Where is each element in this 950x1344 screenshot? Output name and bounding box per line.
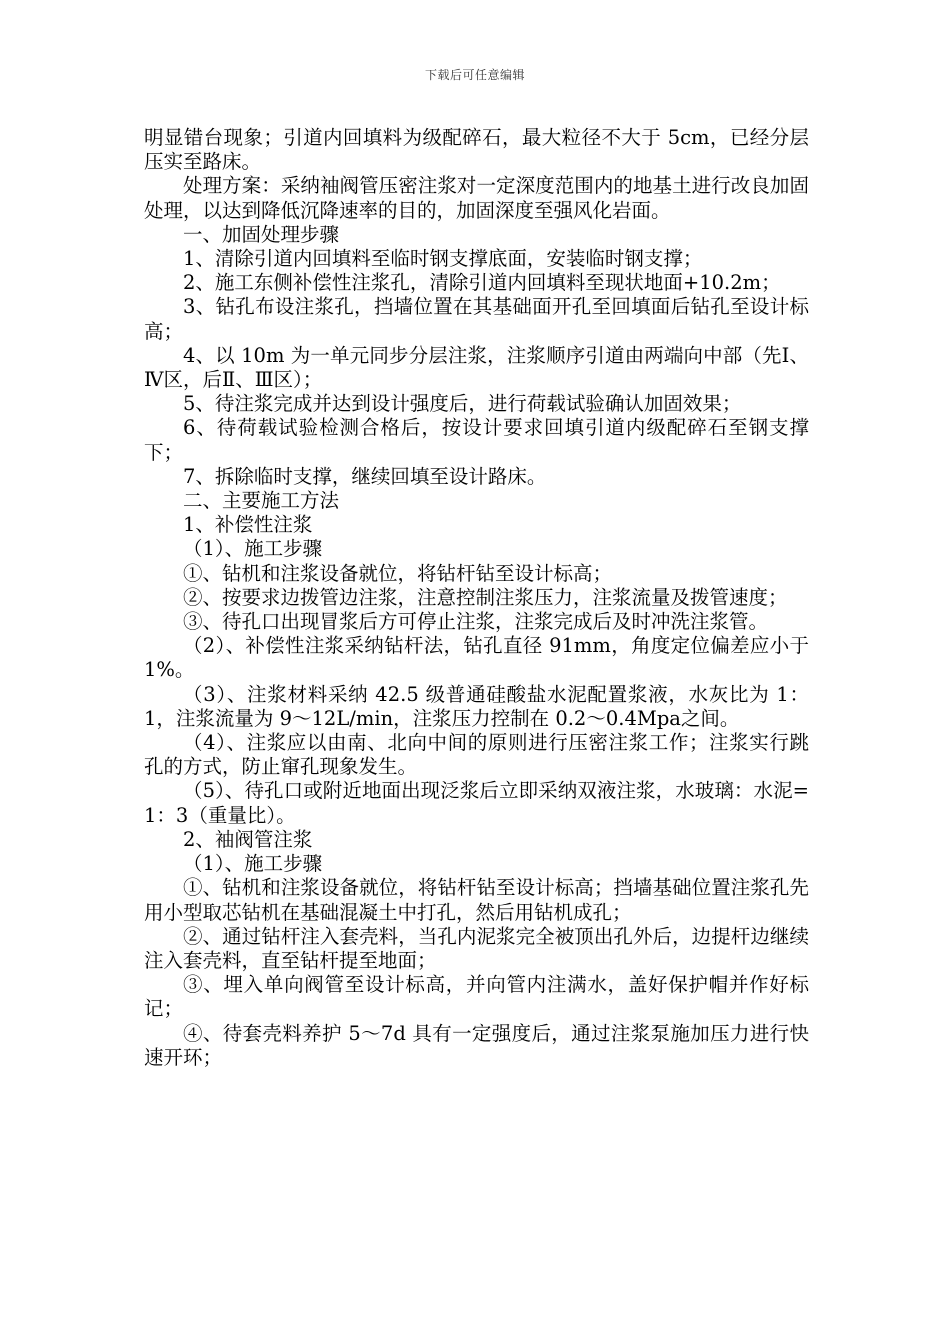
- page-header: 下载后可任意编辑: [424, 68, 525, 82]
- paragraph: 一、加固处理步骤: [183, 222, 340, 246]
- paragraph: ③、埋入单向阀管至设计标高，并向管内注满水，盖好保护帽并作好标记；: [144, 973, 809, 1021]
- paragraph: 4、以 10m 为一单元同步分层注浆，注浆顺序引道由两端向中部（先Ⅰ、Ⅳ区，后Ⅱ、Ⅲ区）；: [144, 343, 809, 392]
- paragraph: （2）、补偿性注浆采纳钻杆法，钻孔直径 91mm，角度定位偏差应小于 1%。: [144, 634, 809, 682]
- paragraph: 2、袖阀管注浆: [183, 827, 313, 851]
- paragraph: （5）、待孔口或附近地面出现泛浆后立即采纳双液注浆，水玻璃：水泥=1：3（重量比）。: [144, 779, 809, 827]
- paragraph: 3、钻孔布设注浆孔，挡墙位置在其基础面开孔至回填面后钻孔至设计标高；: [144, 295, 809, 343]
- paragraph: （4）、注浆应以由南、北向中间的原则进行压密注浆工作；注浆实行跳孔的方式，防止窜孔现象发生。: [144, 731, 809, 779]
- paragraph: ①、钻机和注浆设备就位，将钻杆钻至设计标高；: [183, 561, 613, 585]
- paragraph: （3）、注浆材料采纳 42.5 级普通硅酸盐水泥配置浆液，水灰比为 1：1，注浆流量为 9～12L/min，注浆压力控制在 0.2～0.4Mpa之间。: [144, 682, 809, 730]
- paragraph: 处理方案：采纳袖阀管压密注浆对一定深度范围内的地基土进行改良加固处理，以达到降低沉降速率的目的，加固深度至强风化岩面。: [144, 174, 809, 222]
- document-body: [144, 126, 809, 1070]
- paragraph: 1、清除引道内回填料至临时钢支撑底面，安装临时钢支撑；: [183, 247, 703, 271]
- paragraph: ③、待孔口出现冒浆后方可停止注浆，注浆完成后及时冲洗注浆管。: [183, 610, 769, 634]
- paragraph: 明显错台现象；引道内回填料为级配碎石，最大粒径不大于 5cm，已经分层压实至路床。: [144, 126, 809, 174]
- paragraph: ④、待套壳料养护 5～7d 具有一定强度后，通过注浆泵施加压力进行快速开环；: [144, 1021, 809, 1069]
- paragraph: 二、主要施工方法: [183, 489, 340, 513]
- paragraph: （1）、施工步骤: [183, 537, 323, 561]
- paragraph: ②、通过钻杆注入套壳料，当孔内泥浆完全被顶出孔外后，边提杆边继续注入套壳料，直至钻杆提至地面；: [144, 924, 809, 972]
- paragraph: 2、施工东侧补偿性注浆孔，清除引道内回填料至现状地面+10.2m；: [183, 271, 781, 295]
- paragraph: （1）、施工步骤: [183, 852, 323, 876]
- paragraph: 7、拆除临时支撑，继续回填至设计路床。: [183, 464, 547, 488]
- paragraph: 6、待荷载试验检测合格后，按设计要求回填引道内级配碎石至钢支撑下；: [144, 416, 809, 464]
- paragraph: ①、钻机和注浆设备就位，将钻杆钻至设计标高；挡墙基础位置注浆孔先用小型取芯钻机在基础混凝土中打孔，然后用钻机成孔；: [144, 876, 809, 924]
- paragraph: ②、按要求边拨管边注浆，注意控制注浆压力，注浆流量及拨管速度；: [183, 585, 788, 609]
- paragraph: 1、补偿性注浆: [183, 513, 313, 537]
- paragraph: 5、待注浆完成并达到设计强度后，进行荷载试验确认加固效果；: [183, 392, 742, 416]
